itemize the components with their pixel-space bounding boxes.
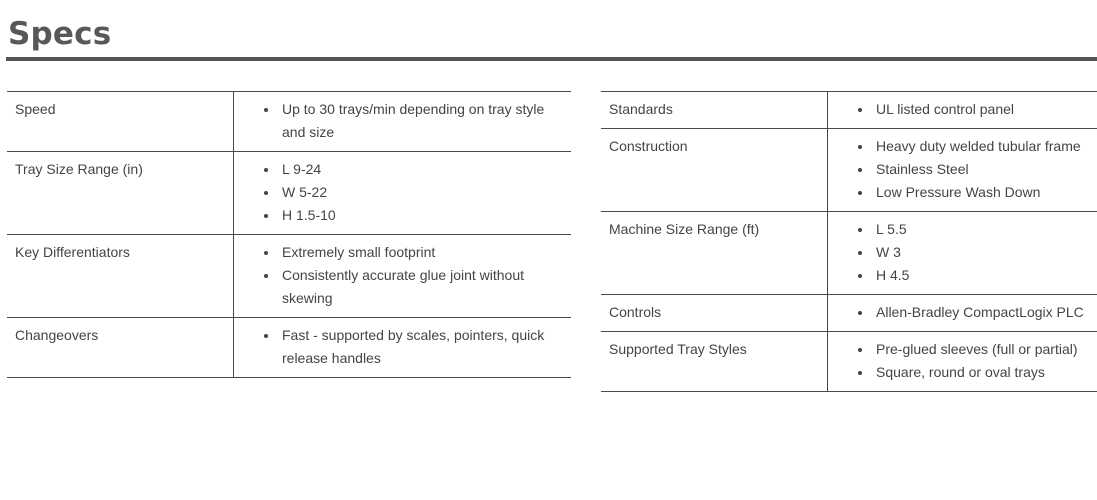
spec-row-supported-tray-styles (601, 332, 1097, 392)
spec-value-item: L 5.5 (852, 218, 1097, 241)
spec-value-list (852, 135, 1097, 204)
spec-row-standards (601, 92, 1097, 129)
spec-value-item: H 4.5 (852, 264, 1097, 287)
spec-value-list (258, 158, 563, 227)
spec-value-item: Square, round or oval trays (852, 361, 1097, 384)
spec-value-list (852, 338, 1097, 384)
spec-value-item: Allen-Bradley CompactLogix PLC (852, 301, 1097, 324)
spec-value-item: H 1.5-10 (258, 204, 563, 227)
specs-table-right (601, 91, 1097, 392)
spec-label: Tray Size Range (in) (7, 152, 234, 235)
spec-value-list (852, 218, 1097, 287)
spec-label: Supported Tray Styles (601, 332, 828, 392)
spec-value-item: Stainless Steel (852, 158, 1097, 181)
spec-value-item: Extremely small footprint (258, 241, 563, 264)
spec-value-item: Pre-glued sleeves (full or partial) (852, 338, 1097, 361)
spec-value-item: Fast - supported by scales, pointers, quick release handles (258, 324, 563, 370)
spec-row-controls (601, 295, 1097, 332)
specs-table-left (7, 91, 571, 378)
spec-value-list (852, 98, 1097, 121)
spec-label: Construction (601, 129, 828, 212)
spec-value-item: L 9-24 (258, 158, 563, 181)
spec-value-item: W 3 (852, 241, 1097, 264)
spec-label: Machine Size Range (ft) (601, 212, 828, 295)
spec-row-key-differentiators (7, 235, 571, 318)
spec-row-tray-size-range (7, 152, 571, 235)
spec-value-list (852, 301, 1097, 324)
spec-value-item: Low Pressure Wash Down (852, 181, 1097, 204)
spec-value-list (258, 98, 563, 144)
spec-label: Speed (7, 92, 234, 152)
spec-value-list (258, 324, 563, 370)
spec-row-construction (601, 129, 1097, 212)
spec-label: Key Differentiators (7, 235, 234, 318)
spec-label: Standards (601, 92, 828, 129)
spec-value-item: Consistently accurate glue joint without skewing (258, 264, 563, 310)
spec-label: Controls (601, 295, 828, 332)
spec-value-list (258, 241, 563, 310)
spec-row-machine-size-range (601, 212, 1097, 295)
title-divider (6, 57, 1097, 61)
spec-row-speed (7, 92, 571, 152)
spec-value-item: Heavy duty welded tubular frame (852, 135, 1097, 158)
spec-label: Changeovers (7, 318, 234, 378)
spec-value-item: W 5-22 (258, 181, 563, 204)
spec-row-changeovers (7, 318, 571, 378)
page-title: Specs (8, 16, 112, 52)
spec-value-item: UL listed control panel (852, 98, 1097, 121)
spec-value-item: Up to 30 trays/min depending on tray style and size (258, 98, 563, 144)
